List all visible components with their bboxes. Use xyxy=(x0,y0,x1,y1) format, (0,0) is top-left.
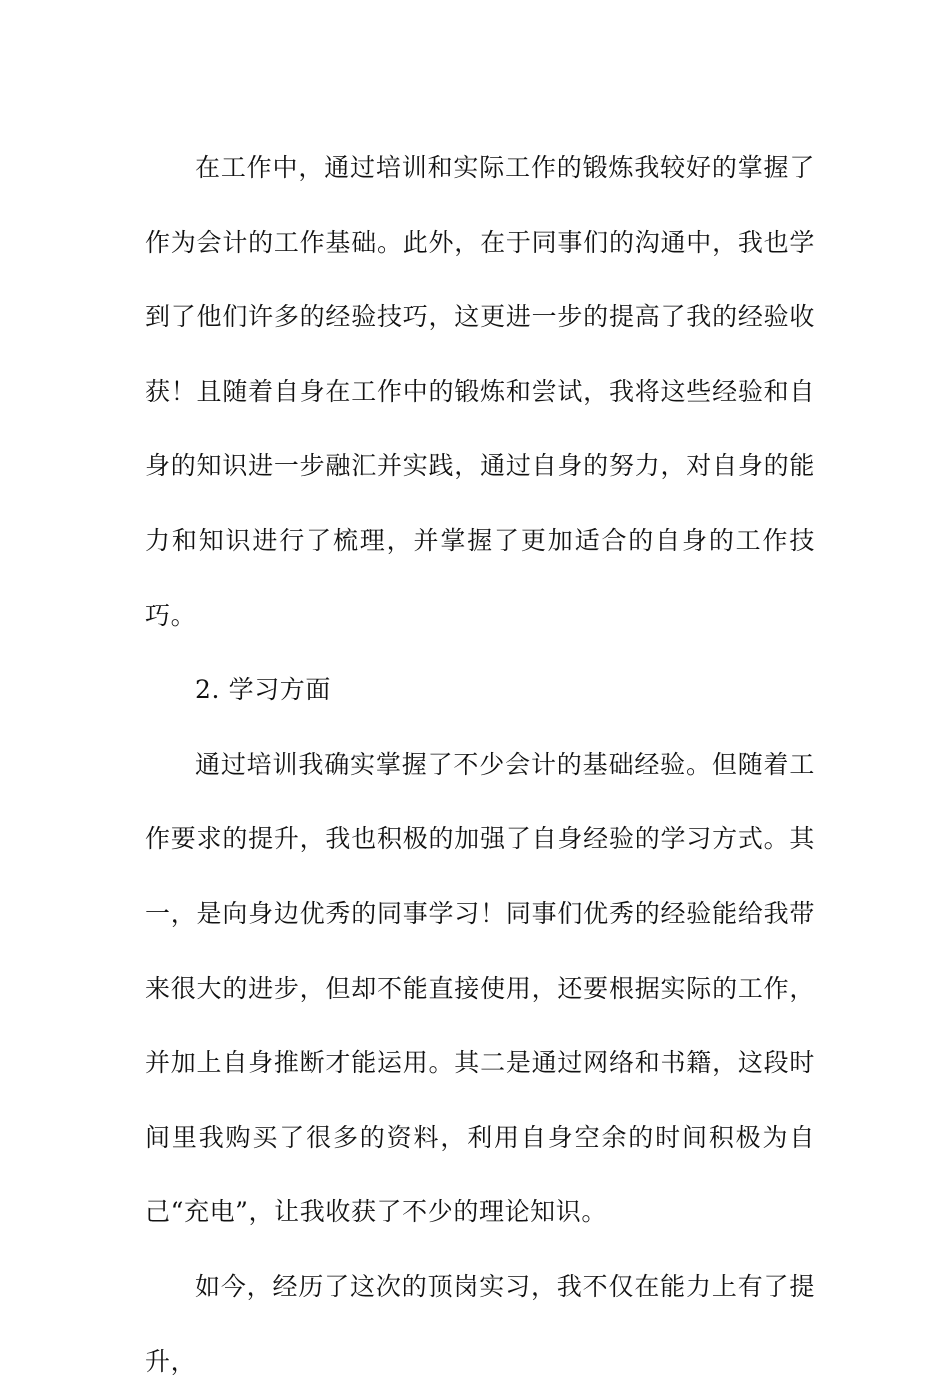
paragraph-work-skills: 在工作中，通过培训和实际工作的锻炼我较好的掌握了作为会计的工作基础。此外，在于同事们的沟通中，我也学到了他们许多的经验技巧，这更进一步的提高了我的经验收获！且随着自身在工作中的锻炼和尝试，我将这些经验和自身的知识进一步融汇并实践，通过自身的努力，对自身的能力和知识进行了梳理，并掌握了更加适合的自身的工作技巧。 xyxy=(145,153,815,630)
paragraph-study: 通过培训我确实掌握了不少会计的基础经验。但随着工作要求的提升，我也积极的加强了自身经验的学习方式。其一，是向身边优秀的同事学习！同事们优秀的经验能给我带来很大的进步，但却不能直接使用，还要根据实际的工作，并加上自身推断才能运用。其二是通过网络和书籍，这段时间里我购买了很多的资料，利用自身空余的时间积极为自己“充电”，让我收获了不少的理论知识。 xyxy=(145,749,815,1227)
paragraph-conclusion: 如今，经历了这次的顶岗实习，我不仅在能力上有了提升， xyxy=(145,1271,815,1376)
document-body xyxy=(145,131,815,1399)
section-heading-study: 2. 学习方面 xyxy=(195,675,331,705)
